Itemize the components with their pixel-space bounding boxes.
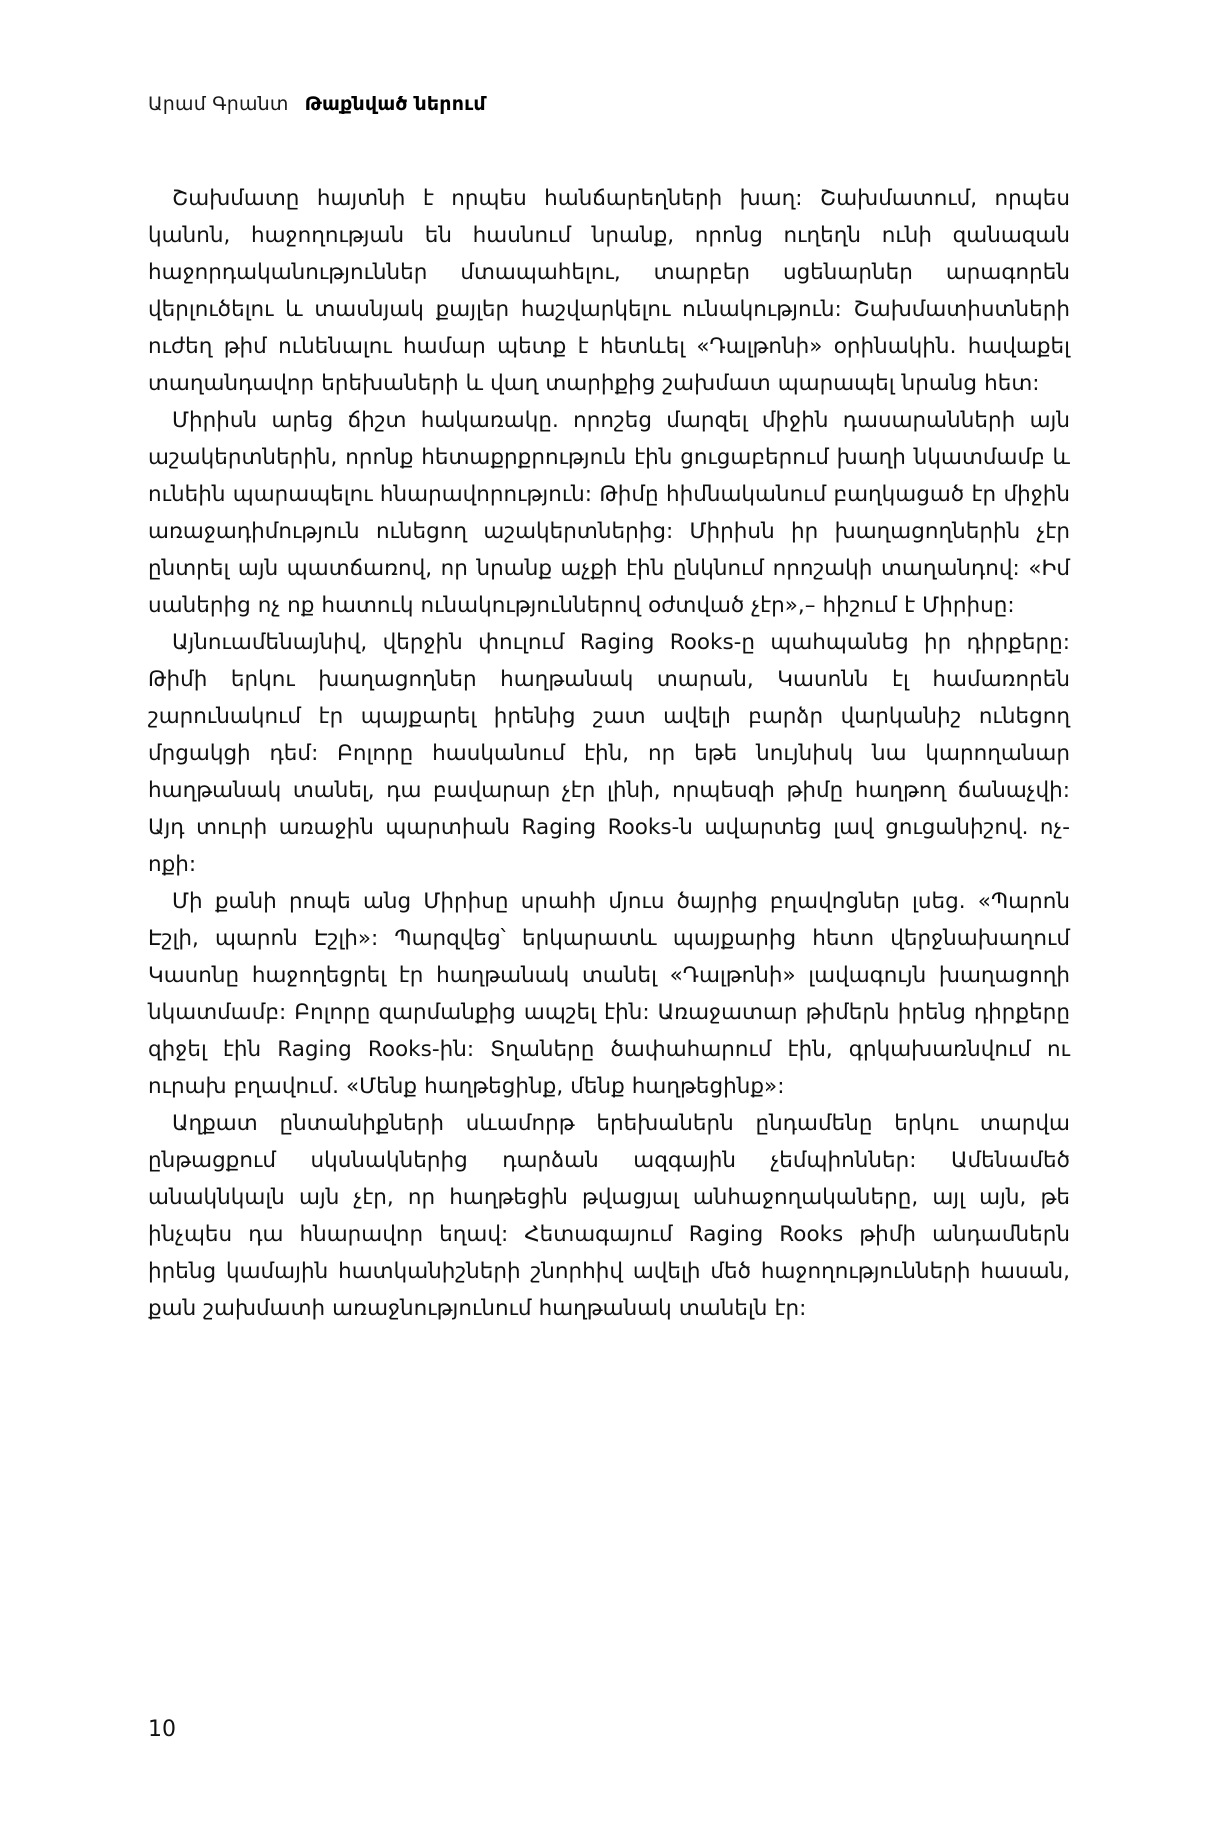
paragraph: Մի քանի րոպե անց Միրիսը սրահի մյուս ծայրից բղավոցներ լսեց. «Պարոն Էշլի, պարոն Էշլի»: Պարզվեց՝ երկարատև պայքարից հետո վերջնախաղում Կասոնը հաջողեցրել էր հաղթանակ տանել «Դալթոնի» լավագույն խաղացողի նկատմամբ: Բոլորը զարմանքից ապշել էին: Առաջատար թիմերն իրենց դիրքերը զիջել էին Raging Rooks-ին: Տղաները ծափահարում էին, գրկախառնվում ու ուրախ բղավում. «Մենք հաղթեցինք, մենք հաղթեցինք»: bbox=[148, 889, 1070, 1099]
running-head-author: Արամ Գրանտ bbox=[148, 93, 289, 115]
paragraph: Աղքատ ընտանիքների սևամորթ երեխաներն ընդամենը երկու տարվա ընթացքում սկսնակներից դարձան ազգային չեմպիոններ: Ամենամեծ անակնկալն այն չէր, որ հաղթեցին թվացյալ անհաջողակաները, այլ այն, թե ինչպես դա հնարավոր եղավ: Հետագայում Raging Rooks թիմի անդամներն իրենց կամային հատկանիշների շնորհիվ ավելի մեծ հաջողությունների հասան, քան շախմատի առաջնությունում հաղթանակ տանելն էր: bbox=[148, 1111, 1070, 1321]
paragraph: Շախմատը հայտնի է որպես հանճարեղների խաղ: Շախմատում, որպես կանոն, հաջողության են հասնում նրանք, որոնց ուղեղն ունի զանազան հաջորդականություններ մտապահելու, տարբեր սցենարներ արագորեն վերլուծելու և տասնյակ քայլեր հաշվարկելու ունակություն: Շախմատիստների ուժեղ թիմ ունենալու համար պետք է հետևել «Դալթոնի» օրինակին. հավաքել տաղանդավոր երեխաների և վաղ տարիքից շախմատ պարապել նրանց հետ: bbox=[148, 186, 1070, 396]
paragraph: Այնուամենայնիվ, վերջին փուլում Raging Rooks-ը պահպանեց իր դիրքերը: Թիմի երկու խաղացողներ հաղթանակ տարան, Կասոնն էլ համառորեն շարունակում էր պայքարել իրենից շատ ավելի բարձր վարկանիշ ունեցող մրցակցի դեմ: Բոլորը հասկանում էին, որ եթե նույնիսկ նա կարողանար հաղթանակ տանել, դա բավարար չէր լինի, որպեսզի թիմը հաղթող ճանաչվի: Այդ տուրի առաջին պարտիան Raging Rooks-ն ավարտեց լավ ցուցանիշով. ոչ-ոքի: bbox=[148, 630, 1070, 877]
running-head-title: Թաքնված ներում bbox=[304, 93, 486, 115]
body-text-block bbox=[148, 180, 1070, 1327]
paragraph: Միրիսն արեց ճիշտ հակառակը. որոշեց մարզել միջին դասարանների այն աշակերտներին, որոնք հետաքրքրություն էին ցուցաբերում խաղի նկատմամբ և ունեին պարապելու հնարավորություն: Թիմը հիմնականում բաղկացած էր միջին առաջադիմություն ունեցող աշակերտներից: Միրիսն իր խաղացողներին չէր ընտրել այն պատճառով, որ նրանք աչքի էին ընկնում որոշակի տաղանդով: «Իմ սաներից ոչ ոք հատուկ ունակություններով օժտված չէր»,– հիշում է Միրիսը: bbox=[148, 408, 1070, 618]
page-number: 10 bbox=[148, 1717, 176, 1742]
running-head bbox=[148, 92, 486, 116]
